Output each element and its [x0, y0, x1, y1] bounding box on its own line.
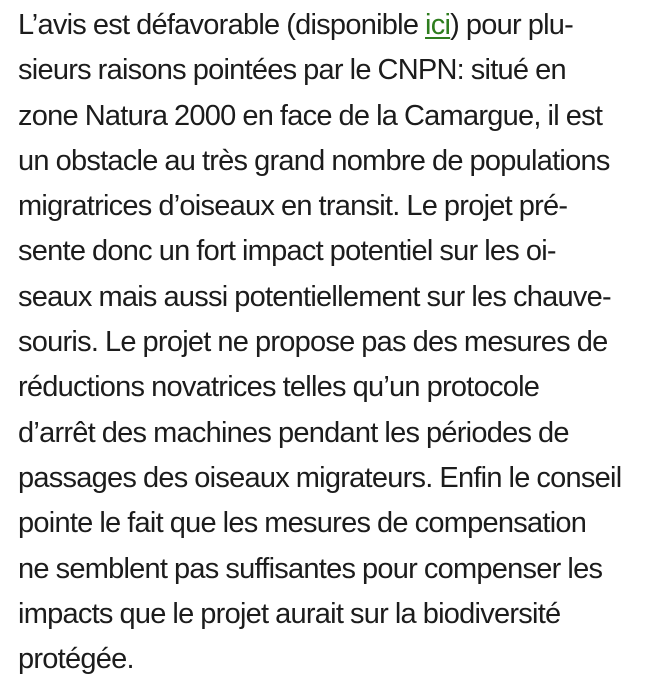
paragraph-line-6: sente donc un fort impact potentiel sur les oi- [18, 235, 556, 268]
line-1-text-before-link: L’avis est défavorable (disponible [18, 9, 426, 41]
paragraph-line-1 [18, 3, 661, 48]
paragraph-line-3: zone Natura 2000 en face de la Camargue, il est [18, 99, 603, 132]
paragraph-line-2: sieurs raisons pointées par le CNPN: situé en [18, 54, 566, 87]
paragraph-line-7: seaux mais aussi potentiellement sur les chauve- [18, 280, 611, 313]
paragraph-line-8: souris. Le projet ne propose pas des mesures de [18, 326, 608, 359]
paragraph-line-9: réductions novatrices telles qu’un protocole [18, 371, 540, 404]
paragraph-line-12: pointe le fait que les mesures de compensation [18, 507, 587, 540]
paragraph-line-15: protégée. [18, 643, 134, 676]
paragraph-line-4: un obstacle au très grand nombre de populations [18, 144, 610, 177]
line-1-text-after-link: ) pour plu- [450, 9, 574, 41]
paragraph-line-14: impacts que le projet aurait sur la biodiversité [18, 597, 561, 630]
paragraph-line-13: ne semblent pas suffisantes pour compenser les [18, 552, 603, 585]
paragraph-line-11: passages des oiseaux migrateurs. Enfin le conseil [18, 461, 622, 494]
paragraph-line-5: migratrices d’oiseaux en transit. Le projet pré- [18, 190, 568, 223]
ici-link[interactable]: ici [425, 9, 451, 41]
paragraph-line-10: d’arrêt des machines pendant les périodes de [18, 416, 569, 449]
article-paragraph [18, 3, 661, 682]
